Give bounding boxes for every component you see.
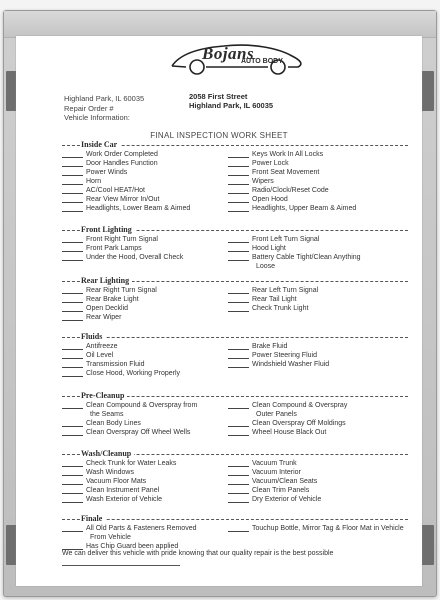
checklist-item[interactable]: [228, 495, 412, 504]
checklist-item[interactable]: [62, 295, 240, 304]
section-title: Pre-Cleanup: [80, 391, 127, 400]
checklist-item[interactable]: [228, 459, 412, 468]
checklist-item[interactable]: [62, 477, 240, 486]
checklist-item[interactable]: [62, 495, 240, 504]
repair-order-label: Repair Order #: [64, 103, 114, 113]
checklist-item[interactable]: [62, 486, 240, 495]
checklist-column-right: [228, 342, 412, 369]
checklist-item-label: Keys Work In All Locks: [252, 151, 324, 158]
checklist-column-left: [62, 286, 240, 322]
section-title: Front Lighting: [80, 225, 135, 234]
checklist-section: [62, 332, 408, 377]
section-header: [62, 391, 408, 401]
section-title: Rear Lighting: [80, 276, 132, 285]
checklist-item-label-continued: From Vehicle: [90, 534, 131, 541]
checklist-item[interactable]: [62, 204, 240, 213]
checklist-item-label: Power Steering Fluid: [252, 352, 317, 359]
checklist-item-label: Horn: [86, 178, 102, 185]
checklist-item-label: All Old Parts & Fasteners Removed: [86, 525, 197, 532]
closing-statement: We can deliver this vehicle with pride knowing that our quality repair is the best possible: [62, 550, 334, 557]
checklist-item[interactable]: [62, 369, 240, 378]
checklist-item-label: Rear Left Turn Signal: [252, 287, 319, 294]
checklist-item[interactable]: [228, 486, 412, 495]
checklist-item-label: Work Order Completed: [86, 151, 158, 158]
checklist-item[interactable]: [62, 360, 240, 369]
checklist-item[interactable]: [228, 351, 412, 360]
checklist-item[interactable]: [62, 468, 240, 477]
checklist-item-label: Touchup Bottle, Mirror Tag & Floor Mat in Vehicle: [252, 525, 404, 532]
checklist-item-label: Rear View Mirror In/Out: [86, 196, 160, 203]
checklist-section: [62, 276, 408, 321]
checklist-item-label: Open Hood: [252, 196, 288, 203]
checklist-item-label: Power Lock: [252, 160, 289, 167]
brand-subtitle: AUTO BODY: [241, 58, 283, 65]
section-header: [62, 449, 408, 459]
page-title: FINAL INSPECTION WORK SHEET: [150, 131, 288, 140]
section-header: [62, 225, 408, 235]
section-divider: [62, 337, 408, 338]
checklist-item-label: Rear Brake Light: [86, 296, 139, 303]
checklist-item-label: Dry Exterior of Vehicle: [252, 496, 322, 503]
checklist-item[interactable]: [228, 360, 412, 369]
checklist-item-label: Windshield Washer Fluid: [252, 361, 330, 368]
checklist-item-label: Vacuum Interior: [252, 469, 301, 476]
checklist-item-label: Check Trunk for Water Leaks: [86, 460, 177, 467]
checklist-item[interactable]: [228, 235, 412, 244]
checklist-item-label: Power Winds: [86, 169, 128, 176]
inspection-sheet: [16, 36, 422, 586]
checklist-column-left: [62, 150, 240, 213]
checklist-item-label: Front Right Turn Signal: [86, 236, 158, 243]
checklist-column-right: [228, 235, 412, 271]
checklist-item[interactable]: [228, 186, 412, 195]
checklist-column-left: [62, 459, 240, 504]
shop-address: [189, 92, 273, 110]
checklist-item-label: Check Trunk Light: [252, 305, 309, 312]
checklist-item[interactable]: [62, 401, 240, 419]
section-header: [62, 332, 408, 342]
checklist-item-label: Wipers: [252, 178, 274, 185]
address-line: 2058 First Street: [189, 92, 248, 101]
brand-name: Bojans: [202, 44, 255, 63]
checklist-item[interactable]: [62, 342, 240, 351]
checklist-item-label: Radio/Clock/Reset Code: [252, 187, 329, 194]
checklist-column-right: [228, 524, 412, 533]
checklist-item[interactable]: [62, 524, 240, 542]
checklist-item-label: Vacuum Floor Mats: [86, 478, 147, 485]
checklist-item-label: Antifreeze: [86, 343, 118, 350]
checklist-column-left: [62, 524, 240, 551]
checklist-item-label: Clean Trim Panels: [252, 487, 310, 494]
checklist-item-label: Clean Overspray Off Wheel Wells: [86, 429, 191, 436]
checklist-item[interactable]: [228, 419, 412, 428]
checklist-item[interactable]: [62, 195, 240, 204]
checklist-item-label: Front Left Turn Signal: [252, 236, 320, 243]
checklist-column-left: [62, 342, 240, 378]
checklist-section: [62, 514, 408, 550]
section-title: Wash/Cleanup: [80, 449, 134, 458]
section-title: Finale: [80, 514, 105, 523]
checklist-item[interactable]: [62, 177, 240, 186]
checklist-item[interactable]: [62, 459, 240, 468]
checklist-item[interactable]: [228, 295, 412, 304]
checklist-item-label: Clean Instrument Panel: [86, 487, 160, 494]
checklist-item[interactable]: [228, 168, 412, 177]
checklist-column-right: [228, 401, 412, 437]
checklist-item-label: Headlights, Upper Beam & Aimed: [252, 205, 357, 212]
checklist-item[interactable]: [228, 253, 412, 271]
order-info: [64, 94, 144, 123]
checklist-item-label-continued: the Seams: [90, 411, 124, 418]
checklist-item[interactable]: [228, 304, 412, 313]
checklist-item[interactable]: [228, 468, 412, 477]
brand-logo: [166, 40, 308, 76]
checklist-item-label: Brake Fluid: [252, 343, 288, 350]
address-line: Highland Park, IL 60035: [189, 101, 274, 110]
checklist-item-label-continued: Outer Panels: [256, 411, 297, 418]
checklist-item-label: Under the Hood, Overall Check: [86, 254, 184, 261]
checklist-item-label: Front Seat Movement: [252, 169, 320, 176]
checklist-item-label: AC/Cool HEAT/Hot: [86, 187, 145, 194]
checklist-item-label: Has Chip Guard been applied: [86, 543, 179, 550]
checklist-item[interactable]: [62, 419, 240, 428]
checklist-item[interactable]: [228, 401, 412, 419]
checklist-item-label: Clean Compound & Overspray: [252, 402, 348, 409]
sleeve-tab: [420, 71, 434, 111]
checklist-section: [62, 225, 408, 270]
checklist-item-label: Door Handles Function: [86, 160, 158, 167]
checklist-item-label: Headlights, Lower Beam & Aimed: [86, 205, 191, 212]
checklist-section: [62, 140, 408, 212]
section-divider: [62, 519, 408, 520]
signature-line: [62, 565, 180, 566]
checklist-section: [62, 391, 408, 436]
checklist-item[interactable]: [62, 235, 240, 244]
checklist-item-label: Oil Level: [86, 352, 114, 359]
checklist-column-right: [228, 286, 412, 313]
checklist-item[interactable]: [228, 244, 412, 253]
section-header: [62, 276, 408, 286]
checklist-item-label: Close Hood, Working Properly: [86, 370, 181, 377]
checklist-item-label-continued: Loose: [256, 263, 276, 270]
checklist-item[interactable]: [62, 313, 240, 322]
checklist-item[interactable]: [228, 477, 412, 486]
checklist-item-label: Vacuum Trunk: [252, 460, 297, 467]
checklist-item[interactable]: [228, 204, 412, 213]
checklist-item[interactable]: [228, 159, 412, 168]
checklist-item[interactable]: [62, 351, 240, 360]
checklist-item-label: Rear Tail Light: [252, 296, 297, 303]
checklist-item-label: Hood Light: [252, 245, 286, 252]
checklist-item[interactable]: [62, 168, 240, 177]
checklist-item-label: Clean Overspray Off Moldings: [252, 420, 346, 427]
checklist-item-label: Front Park Lamps: [86, 245, 142, 252]
checklist-item[interactable]: [228, 177, 412, 186]
checklist-column-left: [62, 401, 240, 437]
checklist-item[interactable]: [228, 428, 412, 437]
checklist-item-label: Clean Body Lines: [86, 420, 141, 427]
checklist-item[interactable]: [62, 253, 240, 262]
section-header: [62, 514, 408, 524]
checklist-column-right: [228, 150, 412, 213]
order-info-line: Highland Park, IL 60035: [64, 94, 145, 103]
checklist-item[interactable]: [228, 195, 412, 204]
checklist-item[interactable]: [62, 304, 240, 313]
checklist-item[interactable]: [228, 286, 412, 295]
checklist-item-label: Wash Exterior of Vehicle: [86, 496, 162, 503]
checklist-item-label: Battery Cable Tight/Clean Anything: [252, 254, 361, 261]
checklist-item-label: Open Decklid: [86, 305, 129, 312]
vehicle-info-label: Vehicle Information:: [64, 113, 130, 122]
checklist-column-right: [228, 459, 412, 504]
checklist-item-label: Rear Right Turn Signal: [86, 287, 157, 294]
checklist-item-label: Rear Wiper: [86, 314, 122, 321]
section-title: Inside Car: [80, 140, 120, 149]
section-header: [62, 140, 408, 150]
checklist-column-left: [62, 235, 240, 262]
checklist-section: [62, 449, 408, 503]
checklist-item[interactable]: [62, 244, 240, 253]
checklist-item[interactable]: [228, 524, 412, 533]
checklist-item-label: Clean Compound & Overspray from: [86, 402, 198, 409]
checklist-item-label: Transmission Fluid: [86, 361, 145, 368]
checklist-item[interactable]: [228, 342, 412, 351]
sleeve-top-strip: [4, 11, 436, 38]
checklist-item[interactable]: [62, 159, 240, 168]
sleeve-tab: [420, 525, 434, 565]
checklist-item-label: Wash Windows: [86, 469, 134, 476]
checklist-item[interactable]: [62, 428, 240, 437]
checklist-item-label: Vacuum/Clean Seats: [252, 478, 318, 485]
checklist-item[interactable]: [228, 150, 412, 159]
checklist-item-label: Wheel House Black Out: [252, 429, 327, 436]
checklist-item[interactable]: [62, 150, 240, 159]
checklist-item[interactable]: [62, 286, 240, 295]
checklist-item[interactable]: [62, 186, 240, 195]
section-title: Fluids: [80, 332, 105, 341]
